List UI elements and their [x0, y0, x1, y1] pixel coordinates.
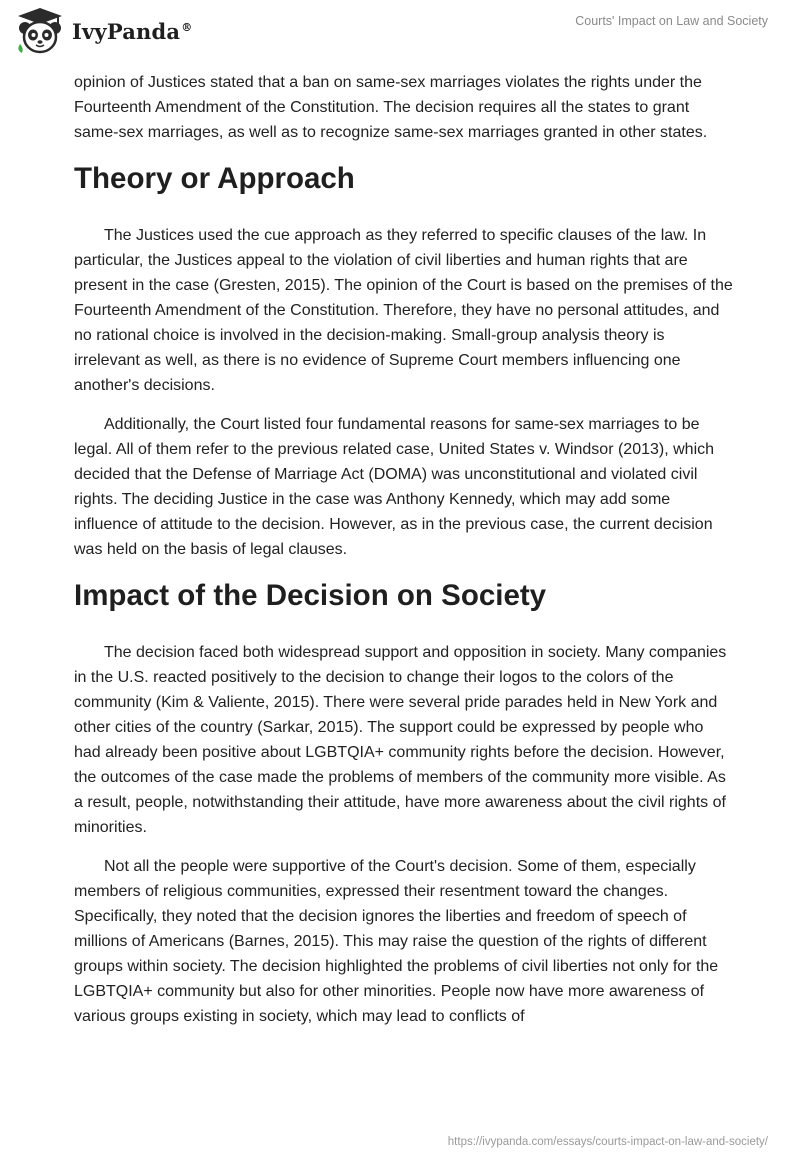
section-heading-impact: Impact of the Decision on Society — [74, 579, 547, 612]
paragraph: Not all the people were supportive of the Court's decision. Some of them, especially members of religious communities, expressed their resentment toward the changes. Specifically, they noted that the decision ignores the liberties and freedom of speech of millions of Americans (Barnes, 2015). This may raise the question of the rights of different groups within society. The decision highlighted the problems of civil liberties not only for the LGBTQIA+ community but also for other minorities. People now have more awareness of various groups existing in society, which may lead to conflicts of — [74, 858, 719, 1025]
document-title: Courts' Impact on Law and Society — [575, 14, 768, 28]
paragraph: opinion of Justices stated that a ban on same-sex marriages violates the rights under the Fourteenth Amendment of the Constitution. The decision requires all the states to grant same-sex marriages, as well as to recognize same-sex marriages granted in other states. — [74, 74, 708, 141]
essay-content — [74, 70, 734, 1043]
paragraph: The Justices used the cue approach as they referred to specific clauses of the law. In particular, the Justices appeal to the violation of civil liberties and human rights that are present in the case (Gresten, 2015). The opinion of the Court is based on the premises of the Fourteenth Amendment of the Constitution. Therefore, they have no personal attitudes, and no rational choice is involved in the decision-making. Small-group analysis theory is irrelevant as well, as there is no evidence of Supreme Court members influencing one another's decisions. — [74, 227, 733, 394]
paragraph: Additionally, the Court listed four fundamental reasons for same-sex marriages to be legal. All of them refer to the previous related case, United States v. Windsor (2013), which decided that the Defense of Marriage Act (DOMA) was unconstitutional and violated civil rights. The deciding Justice in the case was Anthony Kennedy, which may add some influence of attitude to the decision. However, as in the previous case, the current decision was held on the basis of legal clauses. — [74, 416, 715, 558]
paragraph: The decision faced both widespread support and opposition in society. Many companies in the U.S. reacted positively to the decision to change their logos to the colors of the community (Kim & Valiente, 2015). There were several pride parades held in New York and other cities of the country (Sarkar, 2015). The support could be expressed by people who had already been positive about LGBTQIA+ community rights before the decision. However, the outcomes of the case made the problems of members of the community more visible. As a result, people, notwithstanding their attitude, have more awareness about the civil rights of minorities. — [74, 644, 727, 836]
source-url[interactable]: https://ivypanda.com/essays/courts-impact-on-law-and-society/ — [447, 1136, 768, 1148]
panda-graduate-icon — [14, 6, 66, 56]
ivypanda-logo[interactable] — [14, 6, 192, 56]
page-header — [0, 0, 800, 64]
logo-wordmark: IvyPanda® — [72, 18, 193, 44]
section-heading-theory: Theory or Approach — [74, 162, 355, 195]
